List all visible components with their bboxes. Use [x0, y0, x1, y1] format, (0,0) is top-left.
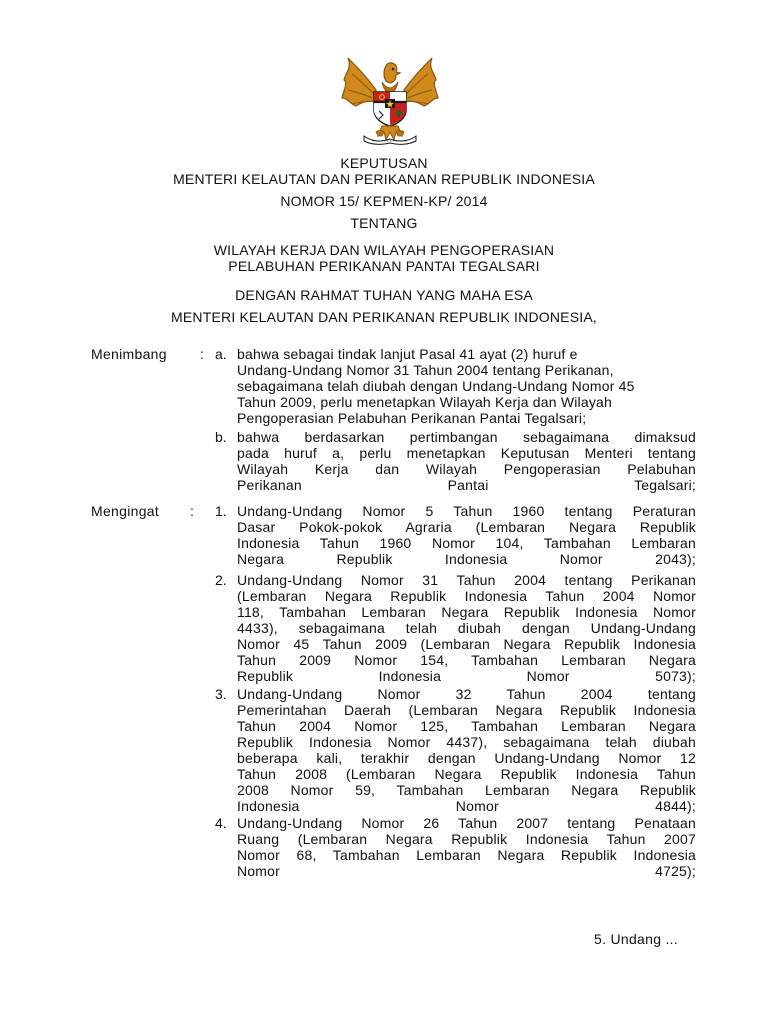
mengingat-colon: : [190, 503, 194, 519]
text-line: 4433), sebagaimana telah diubah dengan Undang-Undang [237, 620, 696, 636]
text-line-content: Perikanan Pantai Tegalsari; [237, 477, 696, 493]
text-line-content: Republik Indonesia Nomor 5073); [237, 668, 696, 684]
text-line: Pengoperasian Pelabuhan Perikanan Pantai Tegalsari; [237, 410, 587, 426]
mengingat-item-4-text [237, 815, 696, 879]
mengingat-label: Mengingat [91, 503, 160, 519]
next-page-reference: 5. Undang ... [594, 931, 679, 947]
menimbang-item-a-marker: a. [215, 346, 227, 362]
mengingat-item-1-text [237, 503, 696, 567]
text-line: Pemerintahan Daerah (Lembaran Negara Republik Indonesia [237, 702, 696, 718]
text-line: 118, Tambahan Lembaran Negara Republik Indonesia Nomor [237, 604, 696, 620]
blessing-line: DENGAN RAHMAT TUHAN YANG MAHA ESA [235, 287, 533, 303]
text-line: 2008 Nomor 59, Tambahan Lembaran Negara Republik [237, 782, 696, 798]
menimbang-item-b-text [237, 429, 696, 493]
decree-type-heading: KEPUTUSAN [340, 155, 428, 171]
mengingat-item-3-text [237, 686, 696, 814]
mengingat-item-1-marker: 1. [215, 503, 227, 519]
garuda-emblem-icon [336, 46, 444, 146]
text-line: Undang-Undang Nomor 31 Tahun 2004 tentang Perikanan [237, 572, 696, 588]
mengingat-item-4-marker: 4. [215, 815, 227, 831]
text-line: sebagaimana telah diubah dengan Undang-Undang Nomor 45 [237, 378, 635, 394]
text-line: Undang-Undang Nomor 31 Tahun 2004 tentang Perikanan, [237, 362, 614, 378]
garuda-emblem-svg [336, 46, 444, 146]
mengingat-item-3-marker: 3. [215, 686, 227, 702]
subject-line-1: WILAYAH KERJA DAN WILAYAH PENGOPERASIAN [213, 242, 555, 258]
text-line: Ruang (Lembaran Negara Republik Indonesia Tahun 2007 [237, 831, 696, 847]
text-line: Undang-Undang Nomor 32 Tahun 2004 tentang [237, 686, 696, 702]
text-line: bahwa berdasarkan pertimbangan sebagaimana dimaksud [237, 429, 696, 445]
text-line [237, 863, 696, 879]
text-line [237, 798, 696, 814]
text-line: Undang-Undang Nomor 26 Tahun 2007 tentang Penataan [237, 815, 696, 831]
text-line [237, 668, 696, 684]
text-line: (Lembaran Negara Republik Indonesia Tahun 2004 Nomor [237, 588, 696, 604]
text-line: Dasar Pokok-pokok Agraria (Lembaran Negara Republik [237, 519, 696, 535]
issuer-heading: MENTERI KELAUTAN DAN PERIKANAN REPUBLIK INDONESIA [173, 171, 595, 187]
text-line: Indonesia Tahun 1960 Nomor 104, Tambahan Lembaran [237, 535, 696, 551]
text-line: pada huruf a, perlu menetapkan Keputusan Menteri tentang [237, 445, 696, 461]
text-line: Republik Indonesia Nomor 4437), sebagaimana telah diubah [237, 734, 696, 750]
mengingat-item-2-text [237, 572, 696, 684]
subject-line-2: PELABUHAN PERIKANAN PANTAI TEGALSARI [228, 258, 540, 274]
text-line-content: Nomor 4725); [237, 863, 696, 879]
menimbang-item-a-text [237, 346, 696, 426]
decree-number: NOMOR 15/ KEPMEN-KP/ 2014 [280, 193, 488, 209]
text-line-content: Indonesia Nomor 4844); [237, 798, 696, 814]
menimbang-label: Menimbang [91, 346, 167, 362]
text-line: Wilayah Kerja dan Wilayah Pengoperasian Pelabuhan [237, 461, 696, 477]
text-line [237, 477, 696, 493]
tentang-heading: TENTANG [350, 215, 418, 231]
text-line: beberapa kali, terakhir dengan Undang-Undang Nomor 12 [237, 750, 696, 766]
text-line: Undang-Undang Nomor 5 Tahun 1960 tentang Peraturan [237, 503, 696, 519]
text-line: Nomor 45 Tahun 2009 (Lembaran Negara Republik Indonesia [237, 636, 696, 652]
menimbang-colon: : [200, 346, 204, 362]
text-line: Tahun 2004 Nomor 125, Tambahan Lembaran Negara [237, 718, 696, 734]
text-line: Tahun 2008 (Lembaran Negara Republik Indonesia Tahun [237, 766, 696, 782]
mengingat-item-2-marker: 2. [215, 572, 227, 588]
text-line: bahwa sebagai tindak lanjut Pasal 41 ayat (2) huruf e [237, 346, 578, 362]
text-line-content: Negara Republik Indonesia Nomor 2043); [237, 551, 696, 567]
text-line: Tahun 2009 Nomor 154, Tambahan Lembaran Negara [237, 652, 696, 668]
issuer-preamble: MENTERI KELAUTAN DAN PERIKANAN REPUBLIK INDONESIA, [171, 309, 597, 325]
text-line [237, 551, 696, 567]
menimbang-item-b-marker: b. [215, 429, 227, 445]
text-line: Nomor 68, Tambahan Lembaran Negara Republik Indonesia [237, 847, 696, 863]
text-line: Tahun 2009, perlu menetapkan Wilayah Kerja dan Wilayah [237, 394, 613, 410]
